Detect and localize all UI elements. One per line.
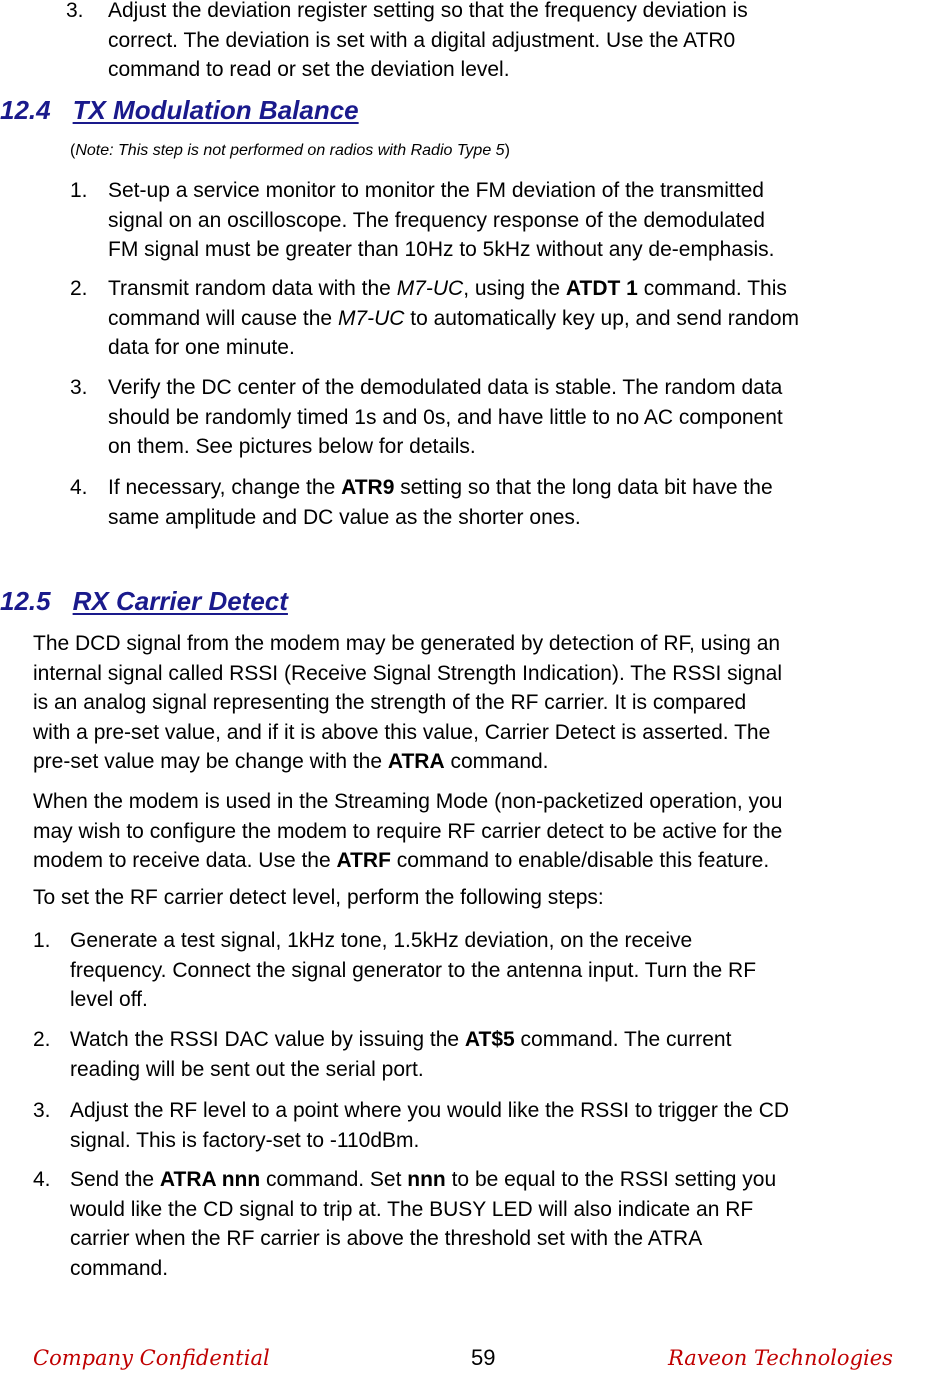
text-run: would like the CD signal to trip at. The BUSY LED will also indicate an RF	[70, 1197, 754, 1221]
step-number: 3.	[33, 1099, 51, 1122]
text-run: level off.	[70, 988, 148, 1012]
text-line	[70, 1126, 419, 1155]
text-line	[108, 0, 748, 25]
step-number: 2.	[70, 277, 88, 300]
text-run: pre-set value may be change with the	[33, 750, 388, 774]
text-run: modem to receive data. Use the	[33, 849, 337, 873]
text-line	[70, 956, 756, 985]
text-line	[108, 274, 787, 303]
text-run: If necessary, change the	[108, 476, 342, 499]
step-number: 4.	[33, 1168, 51, 1191]
step-number: 1.	[33, 929, 51, 952]
text-run: Generate a test signal, 1kHz tone, 1.5kHz deviation, on the receive	[70, 929, 693, 952]
text-run: command. This	[637, 277, 787, 300]
text-run: Adjust the deviation register setting so that the frequency deviation is	[108, 0, 748, 22]
radio-type-note	[70, 140, 510, 162]
text-line	[70, 1025, 731, 1054]
footer-confidential: Company Confidential	[33, 1346, 270, 1370]
text-line	[108, 176, 764, 205]
text-run: command. The current	[514, 1028, 732, 1051]
section-heading-12-4	[0, 94, 359, 126]
text-line	[70, 1195, 753, 1224]
section-number: 12.5	[0, 586, 51, 616]
page-number: 59	[471, 1345, 496, 1370]
text-line	[70, 1224, 702, 1253]
step-number: 2.	[33, 1028, 51, 1051]
text-line	[108, 432, 476, 461]
footer-company: Raveon Technologies	[668, 1346, 893, 1370]
text-line	[70, 1055, 424, 1084]
text-run: To set the RF carrier detect level, perform the following steps:	[33, 886, 604, 909]
text-line	[33, 787, 782, 816]
text-run: , using the	[463, 277, 566, 300]
bold-command-text: ATDT 1	[565, 277, 638, 300]
text-line	[33, 629, 780, 658]
text-line	[33, 747, 549, 776]
text-line	[33, 817, 782, 846]
section-title: TX Modulation Balance	[72, 95, 359, 125]
text-line	[108, 373, 782, 402]
step-number: 4.	[70, 476, 88, 499]
bold-command-text: ATR9	[341, 476, 395, 499]
text-line	[70, 1254, 168, 1283]
text-run: The DCD signal from the modem may be generated by detection of RF, using an	[33, 632, 781, 655]
text-run: Transmit random data with the	[108, 277, 397, 300]
text-run: command. Set	[260, 1168, 408, 1191]
text-run: FM signal must be greater than 10Hz to 5kHz without any de-emphasis.	[108, 238, 775, 262]
text-run: When the modem is used in the Streaming Mode (non-packetized operation, you	[33, 790, 783, 813]
text-line	[108, 333, 295, 362]
text-run: is an analog signal representing the strength of the RF carrier. It is compared	[33, 691, 747, 715]
text-run: with a pre-set value, and if it is above this value, Carrier Detect is asserted. The	[33, 720, 771, 744]
text-run: same amplitude and DC value as the shorter ones.	[108, 505, 581, 529]
italic-text: M7-UC	[337, 306, 405, 330]
text-run: Set-up a service monitor to monitor the FM deviation of the transmitted	[108, 179, 764, 202]
section-title: RX Carrier Detect	[72, 586, 288, 616]
text-line	[108, 26, 735, 55]
text-run: carrier when the RF carrier is above the threshold set with the ATRA	[70, 1227, 703, 1251]
text-run: command to read or set the deviation level.	[108, 58, 510, 82]
text-run: should be randomly timed 1s and 0s, and have little to no AC component	[108, 405, 783, 429]
text-run: signal on an oscilloscope. The frequency response of the demodulated	[108, 208, 765, 232]
text-run: setting so that the long data bit have the	[394, 476, 773, 499]
step-number: 1.	[70, 179, 88, 202]
italic-text: Note: This step is not performed on radios with Radio Type 5	[75, 142, 505, 159]
section-number: 12.4	[0, 95, 51, 125]
text-line	[33, 718, 770, 747]
bold-command-text: AT$5	[464, 1028, 515, 1051]
text-line	[108, 304, 799, 333]
text-run: Send the	[70, 1168, 160, 1191]
text-line	[33, 659, 782, 688]
bold-command-text: nnn	[407, 1168, 446, 1191]
text-run: correct. The deviation is set with a digital adjustment. Use the ATR0	[108, 28, 736, 52]
text-line	[33, 883, 604, 912]
text-run: command.	[444, 750, 549, 774]
text-run: internal signal called RSSI (Receive Signal Strength Indication). The RSSI signal	[33, 661, 783, 685]
text-run: command.	[70, 1256, 169, 1280]
text-run: )	[504, 142, 510, 159]
bold-command-text: ATRF	[336, 849, 391, 873]
text-line	[108, 473, 773, 502]
text-line	[108, 206, 765, 235]
text-run: command to enable/disable this feature.	[390, 849, 770, 873]
text-line	[33, 846, 769, 875]
text-run: frequency. Connect the signal generator to the antenna input. Turn the RF	[70, 958, 757, 982]
text-run: data for one minute.	[108, 336, 295, 360]
text-line	[108, 235, 774, 264]
text-run: Verify the DC center of the demodulated data is stable. The random data	[108, 376, 783, 399]
step-number: 3.	[66, 0, 84, 22]
text-line	[108, 403, 783, 432]
bold-command-text: ATRA nnn	[159, 1168, 261, 1191]
text-line	[108, 55, 510, 84]
text-line	[70, 985, 148, 1014]
text-run: signal. This is factory-set to -110dBm.	[70, 1128, 420, 1152]
text-run: Adjust the RF level to a point where you would like the RSSI to trigger the CD	[70, 1099, 790, 1122]
text-run: may wish to configure the modem to require RF carrier detect to be active for the	[33, 819, 783, 843]
text-line	[108, 503, 581, 532]
text-run: Watch the RSSI DAC value by issuing the	[70, 1028, 465, 1051]
italic-text: M7-UC	[396, 277, 464, 300]
text-run: command will cause the	[108, 306, 338, 330]
text-line	[70, 1165, 776, 1194]
text-line	[33, 688, 746, 717]
text-line	[70, 926, 692, 955]
step-number: 3.	[70, 376, 88, 399]
section-heading-12-5	[0, 585, 288, 617]
text-run: (	[70, 142, 76, 159]
text-run: reading will be sent out the serial port.	[70, 1057, 424, 1081]
bold-command-text: ATRA	[387, 750, 445, 774]
text-run: on them. See pictures below for details.	[108, 435, 476, 459]
text-run: to automatically key up, and send random	[404, 306, 799, 330]
text-run: to be equal to the RSSI setting you	[445, 1168, 777, 1191]
text-line	[70, 1096, 789, 1125]
